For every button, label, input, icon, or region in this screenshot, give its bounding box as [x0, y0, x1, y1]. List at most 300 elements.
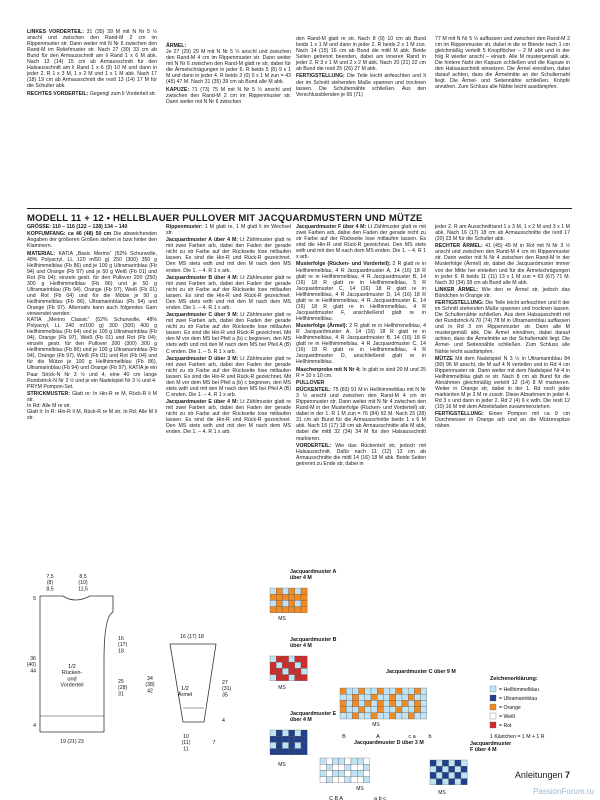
section-heading: FERTIGSTELLUNG: [435, 411, 489, 418]
section-heading: LINKER ÄRMEL: [435, 286, 482, 293]
chart-d-cell [339, 758, 345, 764]
chart-c-cell [402, 700, 408, 706]
section-heading: FERTIGSTELLUNG: [296, 73, 348, 80]
section-heading: Rippenmuster: [166, 224, 205, 230]
dim-sleeve-body: 27 (31) 35 [222, 680, 232, 699]
chart-c-cell [414, 713, 420, 719]
model-heading: MODELL 11 + 12 • HELLBLAUER PULLOVER MIT JACQUARDMUSTERN UND MÜTZE [27, 208, 572, 224]
chart-e-cell [289, 736, 295, 742]
chart-c-cell [421, 700, 427, 706]
chart-c-cell [365, 713, 371, 719]
chart-c-label-end: b [428, 734, 432, 740]
chart-e-cell [295, 742, 301, 748]
chart-e-cell [270, 749, 276, 755]
paragraph: Jacquardmuster A über 4 M: Lt Zählmuster glatt re mit zwei Farben arb, dabei den Faden der gerade nicht zu str Farbe auf der Rückseite lose mitlaufen lassen. Es sind die Hin-R und Rück-R gezeichnet. Den MS stets wdh und mit den M nach dem MS enden. Die 1. – 4. R 1 x arb. [166, 237, 291, 274]
chart-f-cell [436, 766, 442, 772]
page-number: 7 [564, 770, 570, 780]
chart-c-cell [346, 713, 352, 719]
chart-d-cell [351, 770, 357, 776]
chart-f-cell [430, 779, 436, 785]
chart-b-cell [270, 675, 276, 681]
chart-b-title: Jacquardmuster B über 4 M [290, 637, 337, 650]
chart-a-cell [276, 594, 282, 600]
section-heading: VORDERTEIL: [296, 442, 336, 449]
chart-c-cell [352, 694, 358, 700]
section-heading: ÄRMEL: [166, 43, 187, 49]
chart-c-label-b: B [342, 734, 346, 740]
chart-e-cell [295, 730, 301, 736]
legend-item: = Hellhimmelblau [499, 687, 539, 693]
legend-item: = Ultramarinblau [499, 696, 538, 702]
chart-d-cell [351, 758, 357, 764]
paragraph: RÜCKENTEIL: 75 (83) 91 M in Hellhimmelblau mit N Nr 3 ½ anschl und zwischen den Rand-M 4 cm im Rippenmuster str. Dann weiter mit N Nr 4 zwischen den Rand-M in der Musterfolge (Rücken- und Vorderteil) str, dabei in der 1. R 1 M zun = 76 (84) 92 M. Nach 25 (28) 31 cm ab Bund für die Armausschnitte beids 1 x 6 M abk. Nach 16 (17) 18 cm ab Armausschnitte alle M abk, dabei die mittl 32 (34) 34 M für den Halsausschnitt markieren. [296, 387, 426, 442]
chart-c-cell [390, 707, 396, 713]
chart-e-cell [270, 742, 276, 748]
chart-c-cell [421, 713, 427, 719]
chart-d-cell [363, 764, 369, 770]
chart-a-cell [295, 600, 301, 606]
chart-b-cell [282, 668, 288, 674]
chart-a-cell [295, 607, 301, 613]
chart-b-cell [295, 675, 301, 681]
chart-b-cell [270, 656, 276, 662]
chart-b-cell [301, 675, 307, 681]
chart-b-cell [295, 656, 301, 662]
chart-c-cell [346, 707, 352, 713]
paragraph: 77 M mit N Nr 5 ½ auffassen und zwischen den Rand-M 2 cm im Rippenmuster str, dabei in die re Blende nach 1 cm gleichmäßig verteilt 5 Knopflöcher – 2 M abk und in der folg R wieder anschl – einarb. Alle M mustergemäß abk. Die hintere Naht der Kapuze schließen und die Kapuze in den Halsausschnitt einsetzen. Die Ärmel einnähen, dabei darauf achten, dass die Ärmelmitte an der Schulternaht liegt. Die Ärmel- und Seitennähte schließen. Knöpfe annähen. Zum Schluss alle Nähte leicht ausdämpfen. [435, 36, 570, 91]
sleeve-schematic-label: 1/2 Ärmel [177, 686, 193, 699]
chart-c-cell [383, 707, 389, 713]
chart-b-cell [276, 656, 282, 662]
chart-f-cell [436, 779, 442, 785]
chart-f-cell [442, 766, 448, 772]
chart-a-cell [289, 607, 295, 613]
chart-a-cell [270, 588, 276, 594]
chart-c-cell [346, 694, 352, 700]
chart-b-cell [276, 675, 282, 681]
section-heading: KAPUZE: [166, 86, 192, 93]
chart-e-cell [301, 742, 307, 748]
paragraph: Jacquardmuster B über 4 M: Lt Zählmuster glatt re mit zwei Farben arb, dabei den Faden der gerade nicht zu str Farbe auf der Rückseite lose mitlaufen lassen. Es sind die Hin-R und Rück-R gezeichnet. Den MS stets wdh und mit den M nach dem MS enden. Die 1. – 4. R 1 x arb. [166, 274, 291, 311]
chart-d-cell [320, 758, 326, 764]
chart-d-cell [357, 770, 363, 776]
paragraph: FERTIGSTELLUNG: Einen Pompon mit ca 9 cm Durchmesser in Orange arb und an die Mützenspitze nähen. [435, 411, 570, 430]
legend-swatch [490, 704, 496, 710]
chart-c-cell [352, 713, 358, 719]
chart-a-cell [276, 607, 282, 613]
paragraph: RECHTER ÄRMEL: 41 (45) 45 M in Rot mit N Nr 3 ½ anschl und zwischen den Rand-M 4 cm im Rippenmuster str. Dann weiter mit N Nr 4 zwischen den Rand-M in der Musterfolge (Ärmel) str, dabei die Jacquardmuster immer von der Mitte her einteilen und für die Ärmelschrägungen in jeder 6. R beids 11 (11) 13 x 1 M zun = 63 (67) 71 M. Nach 30 (34) 38 cm ab Bund alle M abk. [435, 243, 570, 286]
chart-d-label-cba: C B A [328, 796, 344, 800]
paragraph: Jacquardmuster F über 4 M: Lt Zählmuster glatt re mit zwei Farben arb, dabei den Faden der gerade nicht zu str Farbe auf der Rückseite lose mitlaufen lassen. Es sind die Hin-R und Rück-R gezeichnet. Den MS stets wdh und mit den M nach dem MS enden. Die 1. – 4. R 1 x arb. [296, 224, 426, 261]
section-heading: MÜTZE [435, 355, 456, 362]
dim-sleeve-top: 16 (17) 18 [180, 634, 204, 640]
chart-b-cell [282, 656, 288, 662]
chart-b-cell [276, 662, 282, 668]
chart-d-cell [345, 758, 351, 764]
sleeve-schematic-outline [170, 644, 216, 722]
chart-a-cell [301, 600, 307, 606]
chart-c-cell [371, 713, 377, 719]
dim-top-b: 8,5 (10) 11,5 [78, 574, 88, 593]
section-heading: LINKES VORDERTEIL: [27, 29, 87, 35]
chart-c-label-a: A [376, 734, 380, 740]
chart-e-cell [282, 749, 288, 755]
chart-b-cell [295, 668, 301, 674]
chart-c-cell [377, 700, 383, 706]
chart-a-cell [295, 588, 301, 594]
chart-a-cell [301, 607, 307, 613]
chart-c-cell [390, 688, 396, 694]
chart-a-cell [289, 594, 295, 600]
legend-swatch [490, 722, 496, 728]
chart-a-cell [282, 607, 288, 613]
chart-a-cell [276, 588, 282, 594]
chart-c-cell [402, 688, 408, 694]
dim-neck: 5 [33, 596, 36, 602]
chart-c-cell [377, 694, 383, 700]
paragraph: Jacquardmuster C über 9 M: Lt Zählmuster glatt re mit zwei Farben arb, dabei den Faden der gerade nicht zu str Farbe auf der Rückseite lose mitlaufen lassen. Es sind die Hin-R und Rück-R gezeichnet. Mit den M vor dem MS bei Pfeil a (b) c beginnen, den MS stets wdh und mit den M nach dem MS bei Pfeil A (B) C enden. Die 1. – 5. R 1 x arb. [166, 312, 291, 355]
chart-c-cell [346, 688, 352, 694]
chart-c-cell [371, 707, 377, 713]
paragraph: Jacquardmuster E über 4 M: Lt Zählmuster glatt re mit zwei Farben arb, dabei den Faden der gerade nicht zu str Farbe auf der Rückseite lose mitlaufen lassen. Es sind die Hin-R und Rück-R gezeichnet. Den MS stets wdh und mit den M nach dem MS enden. Die 1. – 4. R 1 x arb. [166, 399, 291, 436]
chart-c-cell [371, 694, 377, 700]
chart-d-cell [345, 777, 351, 783]
chart-f-cell [449, 772, 455, 778]
paragraph: LINKER ÄRMEL: Wie den re Ärmel str, jedoch das Bündchen in Orange str. [435, 286, 570, 299]
chart-f-cell [461, 766, 467, 772]
chart-c-cell [390, 713, 396, 719]
section-heading: RECHTER ÄRMEL: [435, 243, 486, 250]
chart-c-cell [359, 688, 365, 694]
chart-c-cell [408, 694, 414, 700]
chart-c-cell [352, 688, 358, 694]
chart-f-cell [442, 760, 448, 766]
chart-a-cell [301, 594, 307, 600]
chart-c-cell [365, 707, 371, 713]
chart-c-cell [365, 688, 371, 694]
chart-b-cell [295, 662, 301, 668]
chart-f-cell [442, 772, 448, 778]
chart-c-cell [421, 707, 427, 713]
chart-e-cell [289, 730, 295, 736]
chart-b-cell [289, 668, 295, 674]
paragraph: den Rand-M glatt re str. Nach 8 (9) 10 cm ab Bund beids 1 x 1 M und dann in jeder 2. R beids 2 x 1 M zun. Nach 14 (15) 16 cm ab Bund die mittl M abk. Beide Seiten getrennt beenden, dabei am inneren Rand in jeder 2. R 3 x 1 M und 2 x 2 M abk. Nach 20 (21) 22 cm ab Bund die restl 25 (26) 27 M abk. [296, 36, 426, 73]
chart-f-cell [436, 760, 442, 766]
chart-b-cell [276, 668, 282, 674]
chart-d-cell [339, 777, 345, 783]
chart-c-cell [340, 700, 346, 706]
section-heading: Maschenprobe mit N Nr 4: [296, 366, 363, 373]
chart-c-cell [352, 707, 358, 713]
chart-c-cell [396, 700, 402, 706]
chart-d-cell [332, 777, 338, 783]
chart-c-cell [340, 713, 346, 719]
chart-c-ms: MS [372, 722, 380, 728]
paragraph: KOPFUMFANG: ca 46 (48) 50 cm Die abweichenden Angaben der größeren Größen stehen in bzw hinter den Klammern. [27, 231, 157, 250]
chart-c-cell [371, 700, 377, 706]
chart-f-cell [455, 772, 461, 778]
dim-sleeve-length: 34 (38) 42 [145, 676, 155, 695]
chart-e-cell [282, 742, 288, 748]
front-schematic-outline [40, 596, 113, 732]
chart-c-cell [383, 700, 389, 706]
chart-c-cell [414, 707, 420, 713]
paragraph: STRICKMUSTER: Glatt re: In Hin-R re M, Rück-R li M str. In Rd: Alle M re str. Glatt li: In R: Hin-R li M, Rück-R re M str. In Rd: Alle M li str. [27, 390, 157, 422]
section-heading: RECHTES VORDERTEIL: [27, 90, 90, 97]
chart-f-cell [449, 766, 455, 772]
chart-b-cell [301, 668, 307, 674]
paragraph: VORDERTEIL: Wie das Rückenteil str, jedoch mit Halsausschnitt. Dafür nach 11 (12) 13 cm ab Armausschnitte die mittl 14 (16) 18 M abk. Beide Seiten getrennt zu Ende str, dabei in [296, 442, 427, 467]
chart-c-cell [396, 713, 402, 719]
chart-d-ms: MS [356, 786, 364, 792]
section-heading: Jacquardmuster B über 4 M: [166, 274, 241, 281]
chart-b-cell [301, 662, 307, 668]
chart-d-cell [357, 777, 363, 783]
chart-f-cell [461, 772, 467, 778]
chart-d-cell [363, 758, 369, 764]
chart-f-cell [449, 779, 455, 785]
chart-e-cell [270, 736, 276, 742]
chart-e-cell [301, 736, 307, 742]
chart-d-cell [339, 764, 345, 770]
chart-f-cell [436, 772, 442, 778]
chart-e-cell [282, 736, 288, 742]
chart-a-cell [289, 600, 295, 606]
section-heading: FERTIGSTELLUNG: [435, 300, 486, 307]
chart-d-cell [320, 770, 326, 776]
chart-c-cell [421, 688, 427, 694]
chart-c-cell [408, 700, 414, 706]
dim-cuff-b: 7 [212, 740, 216, 746]
footer-text: Anleitungen [514, 770, 563, 780]
paragraph: KAPUZE: 71 (73) 75 M mit N Nr 5 ½ anschl und zwischen den Rand-M 2 cm im Rippenmuster str. Dann weiter mit N Nr 6 zwischen [166, 86, 292, 105]
chart-f-title: Jacquardmuster F über 4 M [470, 741, 512, 754]
paragraph: MATERIAL: KATIA „Basic Merino“ (52% Schurwolle, 48% Polyacryl, LL 120 m/50 g) 250 (300) 350 g Hellhimmelblau (Fb 86) und je 100 g Ultramarinblau (Fb 94) und Orange (Fb 97) und je 50 g Weiß (Fb 01) und Rot (Fb 04); einzeln gestr. für den Pullover 200 (250) 300 g Hellhimmelblau (Fb 86) und je 50 g Ultramarinblau (Fb 94), Orange (Fb 97), Weiß (Fb 01) und Rot (Fb 04) und für die Mütze je 50 g Hellhimmelblau (Fb 86), Ultramarinblau (Fb 94) und Orange (Fb 97). Alternativ kann auch folgendes Garn verwendet werden: KATIA „Merino Classic“ (52% Schurwolle, 48% Polyacryl, LL 240 m/100 g) 300 (300) 400 g Hellhimmelblau (Fb 64) und je 100 g Ultramarinblau (Fb 94), Orange (Fb 97), Weiß (Fb 01) und Rot (Fb 04); einzeln gestr. für den Pullover 200 (300) 300 g Hellhimmelblau (Fb 86) und je 100 g Ultramarinblau (Fb 94), Orange (Fb 97), Weiß (Fb 01) und Rot (Fb 04) und für die Mütze je 100 g Hellhimmelblau (Fb 86), Ultramarinblau (Fb 94) und Orange (Fb 97). KATIA je ein Paar Strick-N Nr 3 ½ und 4, eine 40 cm lange Rundstrick-N Nr 3 ½ und je ein Nadelspiel Nr 3 ½ und 4. PRYM Pompon-Set. [27, 250, 157, 390]
chart-f-cell [430, 760, 436, 766]
watermark: PassionForum.ru [533, 787, 594, 796]
chart-d-cell [351, 764, 357, 770]
chart-b-cell [270, 662, 276, 668]
chart-c-cell [340, 688, 346, 694]
chart-c-cell [359, 700, 365, 706]
chart-b-cell [289, 662, 295, 668]
chart-d-cell [326, 758, 332, 764]
section-heading: Jacquardmuster D über 3 M: [166, 355, 241, 362]
chart-f-cell [430, 772, 436, 778]
legend-swatch [490, 686, 496, 692]
legend-item: = Orange [499, 705, 521, 711]
chart-a-cell [270, 607, 276, 613]
chart-c-cell [359, 707, 365, 713]
chart-d-cell [320, 764, 326, 770]
chart-f-cell [455, 766, 461, 772]
chart-d-cell [339, 770, 345, 776]
dim-rib: 4 [33, 723, 36, 729]
section-heading: MATERIAL: [27, 250, 59, 257]
chart-c-cell [383, 713, 389, 719]
section-heading: Jacquardmuster E über 4 M: [166, 399, 241, 406]
chart-c-cell [346, 700, 352, 706]
chart-c-cell [377, 707, 383, 713]
chart-c-cell [408, 707, 414, 713]
chart-c-cell [396, 688, 402, 694]
chart-f-cell [455, 779, 461, 785]
chart-f-cell [430, 766, 436, 772]
chart-c-label-ca: c a [408, 734, 416, 740]
paragraph: RECHTES VORDERTEIL: Gegengl zum li Vorderteil str. [27, 90, 157, 97]
chart-c-cell [340, 707, 346, 713]
chart-e-ms: MS [278, 762, 286, 768]
chart-d-label-abc: a b c [374, 796, 386, 800]
chart-c-cell [414, 700, 420, 706]
chart-c-cell [402, 713, 408, 719]
chart-d-cell [332, 764, 338, 770]
chart-c-cell [371, 688, 377, 694]
paragraph: MÜTZE Mit dem Nadelspiel N 3 ½ in Ultramarinblau 84 (90) 96 M anschl, die M auf 4 N verteilen und in Rd 4 cm Rippenmuster str. Dann weiter mit dem Nadelspiel Nr 4 in Hellhimmelblau glatt re str. Nach 8 cm ab Bund für die Abnahmen gleichmäßig verteilt 12 (14) 8 M markieren. Weiter in Orange str, dabei in der 1. Rd noch jeder markierten M je 2 M re zusstr. Diese Abnahmen in jeder 4. Rd 3 x und dann in jeder 2. Rd 2 (4) 6 x wdh. Die restl 12 (10) 16 M mit dem Arbeitsfaden zusammenziehen. [435, 355, 570, 411]
section-heading: PULLOVER [296, 379, 325, 386]
chart-d-cell [345, 764, 351, 770]
chart-d-cell [357, 758, 363, 764]
chart-c-cell [365, 694, 371, 700]
chart-a-title: Jacquardmuster A über 4 M [290, 569, 337, 582]
legend-note: 1 Kästchen = 1 M + 1 R [490, 734, 545, 740]
chart-a-cell [276, 600, 282, 606]
chart-d-cell [326, 777, 332, 783]
chart-c-cell [402, 694, 408, 700]
chart-b-cell [289, 675, 295, 681]
dim-cuff: 10 (11) 11 [181, 734, 191, 753]
chart-c-cell [408, 688, 414, 694]
chart-e-cell [289, 749, 295, 755]
chart-d-cell [357, 764, 363, 770]
chart-a-cell [282, 588, 288, 594]
chart-a-cell [295, 594, 301, 600]
legend-item: = Weiß [499, 714, 516, 720]
legend-swatch [490, 695, 496, 701]
chart-a-cell [270, 594, 276, 600]
chart-b-ms: MS [278, 685, 286, 691]
paragraph: FERTIGSTELLUNG: Die Teile leicht anfeuchten und lt der im Schnitt stehenden Maße spannen und trocknen lassen. Die Schulternähte schließen. Aus den Verschlussblenden je 65 (71) [296, 73, 426, 98]
chart-e-cell [301, 730, 307, 736]
chart-b-cell [301, 656, 307, 662]
chart-f-cell [461, 760, 467, 766]
chart-c-cell [377, 713, 383, 719]
chart-b-cell [270, 668, 276, 674]
chart-a-cell [282, 600, 288, 606]
chart-e-cell [276, 730, 282, 736]
paragraph: LINKES VORDERTEIL: 31 (35) 39 M mit N Nr 5 ½ anschl und zwischen den Rand-M 2 cm im Rippenmuster str. Dann weiter mit N Nr 6 zwischen den Rand-M im Reliefmuster str. Nach 27 (30) 33 cm ab Bund für den Armausschnitt am li Rand 1 x 6 M abk. Nach 13 (14) 15 cm ab Armausschnitt für den Halsausschnitt am li Rand 1 x 6 (9) 10 M und dann in jeder 2. R 1 x 3 M, 1 x 2 M und 1 x 1 M abk. Nach 17 (18) 19 cm ab Armausschnitt die restl 13 (14) 17 M für die Schulter abk. [27, 29, 157, 90]
chart-f-cell [461, 779, 467, 785]
dim-width: 19 (21) 23 [60, 739, 84, 745]
chart-b-cell [289, 656, 295, 662]
front-schematic-label: 1/2 Rücken-und Vorderteil [60, 664, 84, 689]
section-heading: STRICKMUSTER: [27, 390, 72, 397]
chart-a-cell [282, 594, 288, 600]
chart-c-cell [414, 688, 420, 694]
legend-item: = Rot [499, 723, 512, 729]
chart-c-cell [383, 688, 389, 694]
chart-f-cell [455, 760, 461, 766]
chart-c-title: Jacquardmuster C über 9 M [386, 669, 456, 675]
chart-c-cell [396, 707, 402, 713]
chart-c-cell [383, 694, 389, 700]
chart-e-title: Jacquardmuster E über 4 M [290, 711, 337, 724]
chart-d-title: Jacquardmuster D über 3 M [354, 740, 424, 746]
footer [515, 770, 570, 780]
chart-c-cell [377, 688, 383, 694]
chart-c-cell [390, 694, 396, 700]
section-heading: Musterfolge (Ärmel): [296, 323, 350, 330]
legend-swatch [490, 713, 496, 719]
chart-c-cell [390, 700, 396, 706]
chart-c-cell [421, 694, 427, 700]
chart-c-cell [359, 713, 365, 719]
dim-sleeve-rib: 4 [222, 718, 225, 724]
chart-c-cell [414, 694, 420, 700]
chart-d-cell [332, 758, 338, 764]
chart-d-cell [363, 777, 369, 783]
chart-c-cell [359, 694, 365, 700]
paragraph: Rippenmuster: 1 M glatt re, 1 M glatt li im Wechsel str. [166, 224, 292, 237]
legend-title: Zeichenerklärung: [490, 676, 538, 682]
paragraph: Je 27 (29) 29 M mit N Nr 5 ½ anschl und zwischen den Rand-M 4 cm im Rippenmuster str. Dann weiter mit N Nr 6 zwischen den Rand-M glatt re str, dabei für die Ärmelschrägungen in jeder 6. R beids 5 (8) 9 x 1 M und dann in jeder 4. R beids 3 (0) 0 x 1 M zun = 43 (45) 47 M. Nach 31 (35) 39 cm ab Bund alle M abk. [166, 49, 291, 86]
paragraph: Musterfolge (Ärmel): 2 R glatt re in Hellhimmelblau, 4 R Jacquardmuster A, 14 (16) 18 R glatt re in Hellhimmelblau, 4 R Jacquardmuster B, 14 (16) 18 R glatt re in Hellhimmelblau, 4 R Jacquardmuster C, 14 (16) 18 R glatt re in Hellhimmelblau, 4 R Jacquardmuster D, anschließend glatt re in Hellhimmelblau. [296, 323, 426, 366]
dim-side: 25 (28) 31 [118, 679, 128, 698]
dim-top-a: 7,5 (8) 8,5 [46, 574, 54, 593]
chart-e-cell [276, 749, 282, 755]
chart-c-cell [396, 694, 402, 700]
section-heading: Jacquardmuster F über 4 M: [296, 224, 368, 230]
section-heading: Jacquardmuster C über 9 M: [166, 312, 241, 319]
chart-b-cell [282, 662, 288, 668]
chart-c-cell [408, 713, 414, 719]
chart-a-cell [270, 600, 276, 606]
dim-total: 36 (40) 44 [26, 656, 36, 675]
chart-a-cell [301, 588, 307, 594]
paragraph: Musterfolge (Rücken- und Vorderteil): 2 R glatt re in Hellhimmelblau, 4 R Jacquardmuster A, 14 (16) 18 R glatt re in Hellhimmelblau, 4 R Jacquardmuster B, 14 (16) 18 R glatt re in Hellhimmelblau, 5 R Jacquardmuster C, 14 (16) 18 R glatt re in Hellhimmelblau, 4 R Jacquardmuster D, 14 (16) 18 R glatt re in Hellhimmelblau, 4 R Jacquardmuster E, 14 (16) 18 R glatt re in Hellhimmelblau, 4 R Jacquardmuster F, anschließend glatt re in Hellhimmelblau. [296, 261, 426, 322]
chart-d-cell [363, 770, 369, 776]
chart-e-cell [295, 736, 301, 742]
chart-d-cell [320, 777, 326, 783]
chart-e-cell [276, 736, 282, 742]
dim-armhole: 16 (17) 18 [118, 636, 128, 655]
chart-d-cell [351, 777, 357, 783]
chart-f-cell [449, 760, 455, 766]
chart-c-cell [352, 700, 358, 706]
chart-f-ms: MS [438, 790, 446, 796]
chart-f-cell [442, 779, 448, 785]
paragraph: Maschenprobe mit N Nr 4: In glatt re sind 20 M und 25 R = 10 x 10 cm. [296, 366, 426, 379]
section-heading: KOPFUMFANG: ca 46 (48) 50 cm [27, 231, 114, 238]
paragraph: Jacquardmuster D über 3 M: Lt Zählmuster glatt re mit zwei Farben arb, dabei den Faden der gerade nicht zu str Farbe auf der Rückseite lose mitlaufen lassen. Es sind die Hin-R und Rück-R gezeichnet. Mit den M vor dem MS bei Pfeil a (b) c beginnen, den MS stets wdh und mit den M nach dem MS bei Pfeil A (B) C enden. Die 1. – 4. R 1 x arb. [166, 355, 291, 399]
section-heading: GRÖSSE: 110 – 116 (122 – 128) 134 – 140 [27, 224, 128, 230]
chart-b-cell [282, 675, 288, 681]
chart-d-cell [326, 770, 332, 776]
section-heading: Musterfolge (Rücken- und Vorderteil): [296, 261, 393, 268]
chart-e-cell [301, 749, 307, 755]
chart-e-cell [270, 730, 276, 736]
chart-e-cell [282, 730, 288, 736]
chart-e-cell [295, 749, 301, 755]
section-heading: RÜCKENTEIL: [296, 387, 333, 394]
chart-e-cell [289, 742, 295, 748]
chart-c-cell [402, 707, 408, 713]
chart-d-cell [332, 770, 338, 776]
chart-e-cell [276, 742, 282, 748]
chart-a-ms: MS [278, 616, 286, 622]
chart-d-cell [326, 764, 332, 770]
paragraph: FERTIGSTELLUNG: Die Teile leicht anfeuchten und lt der im Schnitt stehenden Maße spannen und trocknen lassen. Die Schulternähte schließen. Aus dem Halsausschnitt mit der Rundstrick-N 70 (74) 78 M in Ultramarinblau auffassen und in Rd 3 cm Rippenmuster str. Dann alle M mustergemäß abk. Die Ärmel einnähen, dabei darauf achten, dass die Ärmelmitte an der Schulternaht liegt. Die Ärmel- und Seitennähte schließen. Zum Schluss alle Nähte leicht ausdämpfen. [435, 300, 570, 355]
